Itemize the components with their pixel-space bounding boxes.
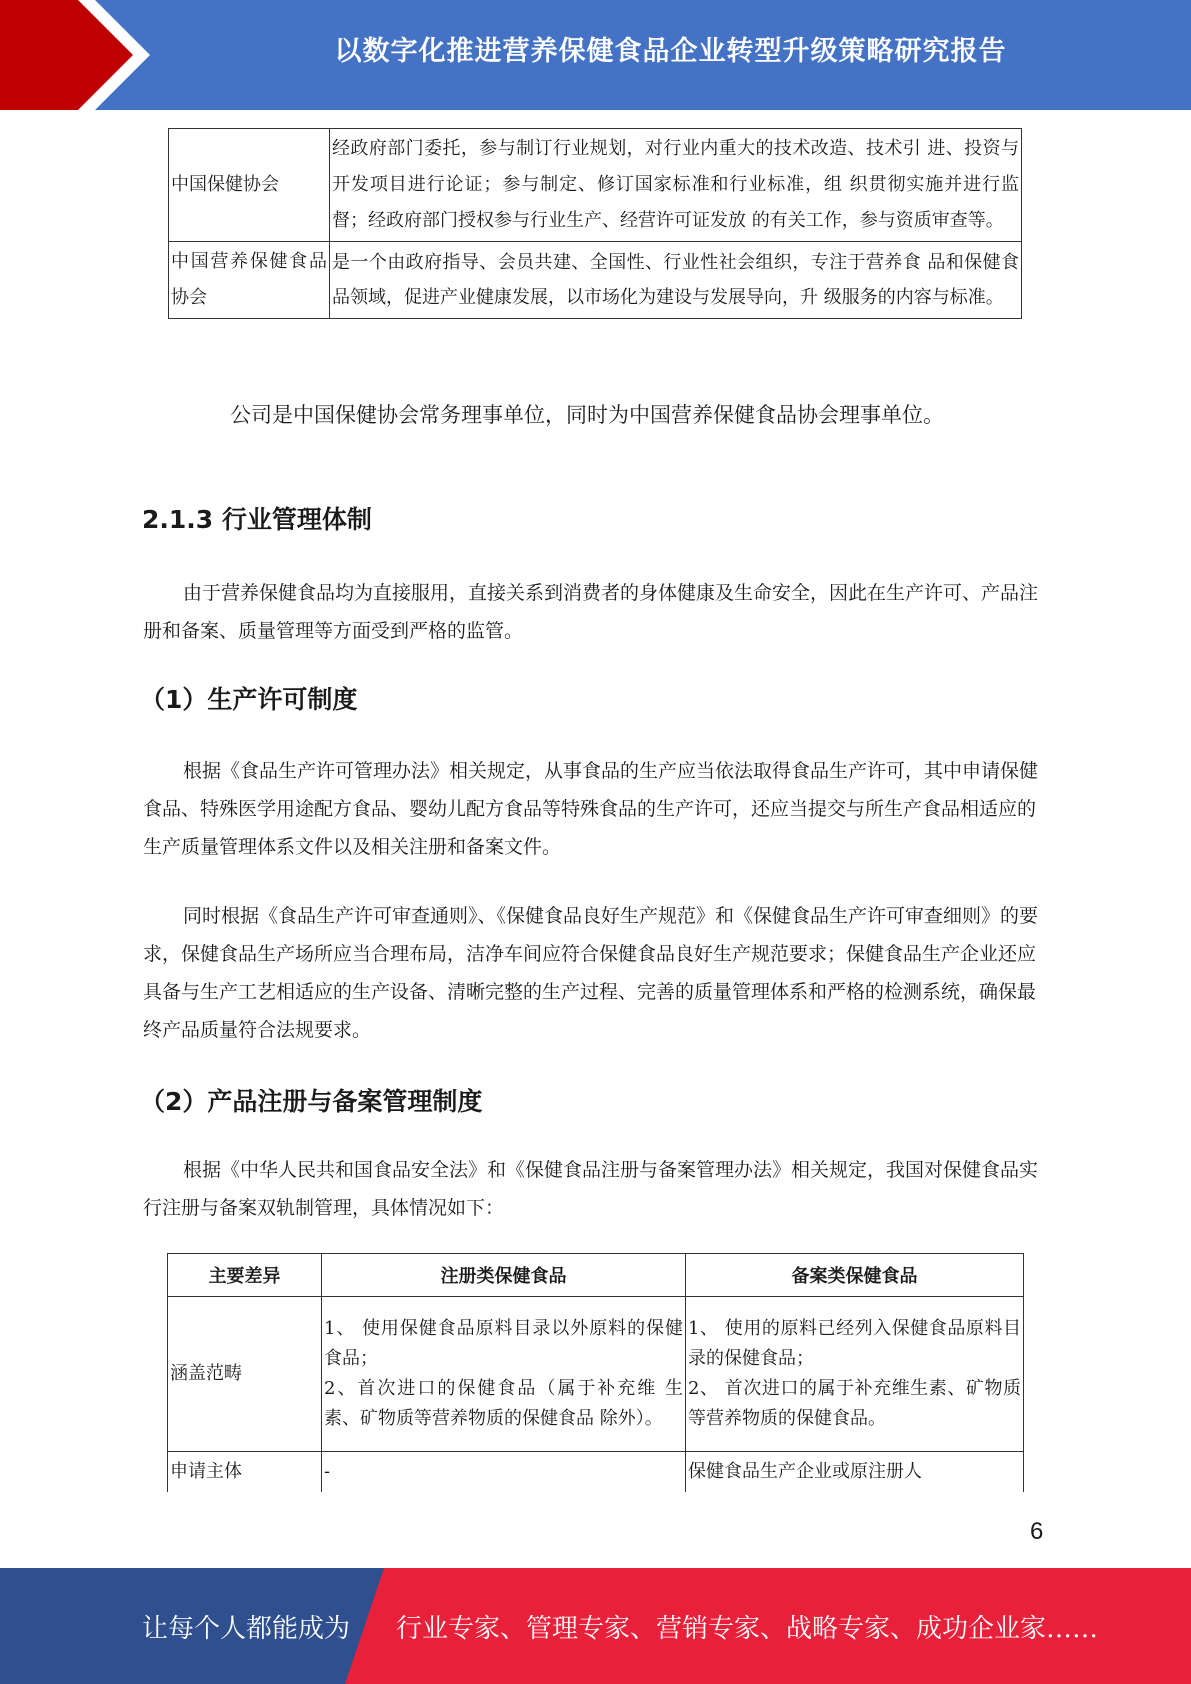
recorded-scope-item: 1、 使用的原料已经列入保健食品原料目录的保健食品； (688, 1318, 1021, 1369)
registration-comparison-table (167, 1253, 1024, 1492)
column-header: 主要差异 (168, 1254, 322, 1297)
column-header: 注册类保健食品 (322, 1254, 686, 1297)
section-heading: 2.1.3 行业管理体制 (142, 505, 372, 534)
association-desc: 经政府部门委托，参与制订行业规划，对行业内重大的技术改造、技术引 进、投资与开发项目进行论证；参与制定、修订国家标准和行业标准，组 织贯彻实施并进行监督；经政府部门授权参与行业生产、经营许可证发放 的有关工作，参与资质审查等。 (330, 129, 1022, 242)
registration-paragraph: 根据《中华人民共和国食品安全法》和《保健食品注册与备案管理办法》相关规定，我国对保健食品实行注册与备案双轨制管理，具体情况如下： (143, 1159, 1039, 1219)
membership-paragraph: 公司是中国保健协会常务理事单位，同时为中国营养保健食品协会理事单位。 (230, 403, 944, 427)
footer-slogan-right: 行业专家、管理专家、营销专家、战略专家、成功企业家…… (396, 1613, 1099, 1644)
table-row (168, 1452, 1024, 1493)
subheading-production-license: （1）生产许可制度 (140, 685, 358, 714)
recorded-scope-item: 2、 首次进口的属于补充维生素、矿物质等营养物质的保健食品。 (688, 1378, 1021, 1429)
recorded-applicant-cell: 保健食品生产企业或原注册人 (686, 1452, 1024, 1493)
report-title: 以数字化推进营养保健食品企业转型升级策略研究报告 (334, 35, 1007, 67)
row-label: 申请主体 (168, 1452, 322, 1493)
table-row (169, 242, 1022, 319)
page-number: 6 (1030, 1518, 1044, 1545)
table-row (168, 1297, 1024, 1452)
row-label: 涵盖范畴 (168, 1297, 322, 1452)
column-header: 备案类保健食品 (686, 1254, 1024, 1297)
regulation-paragraph: 由于营养保健食品均为直接服用，直接关系到消费者的身体健康及生命安全，因此在生产许可、产品注册和备案、质量管理等方面受到严格的监管。 (143, 582, 1039, 642)
association-table (168, 128, 1022, 319)
registered-scope-item: 2、首次进口的保健食品（属于补充维 生素、矿物质等营养物质的保健食品 除外）。 (324, 1378, 683, 1429)
registered-scope-cell (322, 1297, 686, 1452)
subheading-registration: （2）产品注册与备案管理制度 (140, 1087, 483, 1116)
table-header-row (168, 1254, 1024, 1297)
association-name: 中国保健协会 (169, 129, 330, 242)
gmp-paragraph: 同时根据《食品生产许可审查通则》、《保健食品良好生产规范》和《保健食品生产许可审查细则》的要求，保健食品生产场所应当合理布局，洁净车间应符合保健食品良好生产规范要求；保健食品生产企业还应具备与生产工艺相适应的生产设备、清晰完整的生产过程、完善的质量管理体系和严格的检测系统，确保最终产品质量符合法规要求。 (143, 905, 1039, 1041)
association-name: 中国营养保健食品协会 (169, 242, 330, 319)
association-desc: 是一个由政府指导、会员共建、全国性、行业性社会组织，专注于营养食 品和保健食品领域，促进产业健康发展，以市场化为建设与发展导向，升 级服务的内容与标准。 (330, 242, 1022, 319)
registered-applicant-cell: - (322, 1452, 686, 1493)
recorded-scope-cell (686, 1297, 1024, 1452)
footer-banner (0, 1568, 1191, 1684)
registered-scope-item: 1、 使用保健食品原料目录以外原料的保健食品； (324, 1318, 684, 1369)
footer-slogan-left: 让每个人都能成为 (142, 1613, 351, 1644)
header-banner (0, 0, 1191, 110)
table-row (169, 129, 1022, 242)
license-paragraph: 根据《食品生产许可管理办法》相关规定，从事食品的生产应当依法取得食品生产许可，其中申请保健食品、特殊医学用途配方食品、婴幼儿配方食品等特殊食品的生产许可，还应当提交与所生产食品相适应的生产质量管理体系文件以及相关注册和备案文件。 (143, 760, 1039, 858)
